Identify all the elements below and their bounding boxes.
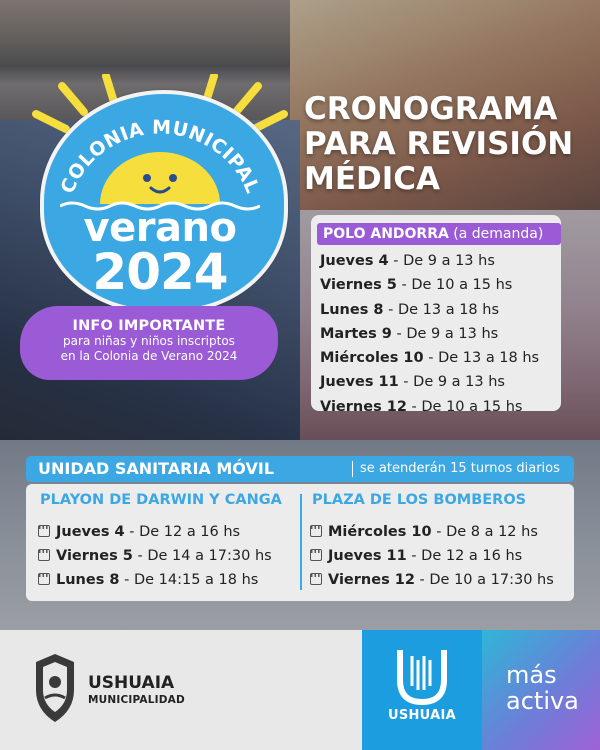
schedule-day: Viernes 12 (320, 398, 407, 415)
calendar-icon (38, 573, 50, 585)
page-title (304, 92, 596, 197)
calendar-icon (310, 573, 322, 585)
schedule-row: Lunes 8 - De 14:15 a 18 hs (38, 568, 272, 592)
title-line-2: PARA REVISIÓN (304, 126, 574, 162)
schedule-row: Viernes 5 - De 10 a 15 hs (320, 277, 513, 294)
municipality-label: MUNICIPALIDAD (88, 694, 185, 706)
ushuaia-brand-panel (362, 630, 482, 750)
footer (0, 630, 600, 750)
logo-year-text: 2024 (92, 243, 228, 301)
schedule-row: Viernes 12 - De 10 a 17:30 hs (310, 568, 554, 592)
calendar-icon (38, 525, 50, 537)
location-schedule (310, 520, 554, 592)
mobile-unit-subtitle: se atenderán 15 turnos diarios (360, 461, 560, 476)
schedule-day: Jueves 4 (320, 253, 389, 269)
schedule-day: Miércoles 10 (320, 350, 424, 367)
schedule-day: Viernes 5 (320, 277, 397, 294)
schedule-day: Viernes 12 (328, 572, 415, 588)
schedule-hours: De 10 a 15 hs (421, 398, 523, 415)
city-name: USHUAIA (88, 673, 175, 693)
schedule-hours: De 14:15 a 18 hs (133, 572, 259, 588)
schedule-hours: De 12 a 16 hs (421, 548, 523, 564)
polo-andorra-card (311, 215, 561, 415)
schedule-hours: De 13 a 18 hs (397, 301, 500, 318)
calendar-icon (38, 549, 50, 561)
mobile-unit-card (26, 484, 574, 601)
schedule-row: Jueves 4 - De 9 a 13 hs (320, 253, 495, 269)
calendar-icon (310, 549, 322, 561)
schedule-hours: De 14 a 17:30 hs (147, 548, 272, 564)
schedule-hours: De 8 a 12 hs (446, 524, 538, 540)
column-divider (300, 494, 302, 590)
schedule-hours: De 10 a 15 hs (411, 277, 513, 294)
schedule-day: Miércoles 10 (328, 524, 432, 540)
schedule-row: Viernes 5 - De 14 a 17:30 hs (38, 544, 272, 568)
schedule-row: Lunes 8 - De 13 a 18 hs (320, 301, 500, 318)
location-title: PLAYON DE DARWIN Y CANGA (40, 492, 282, 508)
slogan (506, 662, 579, 714)
title-line-3: MÉDICA (304, 161, 441, 197)
schedule-hours: De 10 a 17:30 hs (429, 572, 554, 588)
schedule-row: Miércoles 10 - De 13 a 18 hs (320, 350, 540, 367)
title-line-1: CRONOGRAMA (304, 91, 558, 127)
mobile-unit-header (26, 456, 574, 482)
schedule-day: Lunes 8 (56, 572, 120, 588)
schedule-row: Jueves 11 - De 12 a 16 hs (310, 544, 554, 568)
polo-name: POLO ANDORRA (323, 226, 449, 242)
schedule-hours: De 13 a 18 hs (438, 350, 540, 367)
schedule-hours: De 9 a 13 hs (403, 253, 495, 269)
slogan-panel (482, 630, 600, 750)
schedule-row: Martes 9 - De 9 a 13 hs (320, 325, 499, 342)
polo-header (317, 223, 561, 245)
location-title: PLAZA DE LOS BOMBEROS (312, 492, 527, 508)
municipality-logo-panel (0, 630, 362, 750)
schedule-day: Jueves 11 (320, 374, 399, 391)
slogan-line-1: más (506, 661, 557, 689)
schedule-row: Jueves 11 - De 9 a 13 hs (320, 374, 505, 391)
logo-arc-text: COLONIA MUNICIPAL (56, 116, 264, 197)
schedule-row: Viernes 12 - De 10 a 15 hs (320, 398, 523, 415)
schedule-day: Viernes 5 (56, 548, 133, 564)
info-line-2: en la Colonia de Verano 2024 (60, 349, 238, 363)
u-brand-icon (392, 646, 452, 706)
polo-note: (a demanda) (453, 226, 544, 242)
brand-label: USHUAIA (387, 708, 456, 723)
schedule-day: Martes 9 (320, 325, 392, 342)
schedule-day: Jueves 4 (56, 524, 125, 540)
schedule-day: Jueves 11 (328, 548, 407, 564)
polo-schedule (320, 249, 539, 419)
logo-verano-text: verano (83, 205, 237, 251)
mobile-unit-title: UNIDAD SANITARIA MÓVIL (38, 459, 275, 478)
calendar-icon (310, 525, 322, 537)
schedule-day: Lunes 8 (320, 301, 384, 318)
schedule-hours: De 9 a 13 hs (406, 325, 499, 342)
info-line-1: para niñas y niños inscriptos (63, 334, 235, 348)
schedule-row: Jueves 4 - De 12 a 16 hs (38, 520, 272, 544)
schedule-hours: De 12 a 16 hs (139, 524, 241, 540)
schedule-row: Miércoles 10 - De 8 a 12 hs (310, 520, 554, 544)
header-divider (352, 461, 353, 477)
location-schedule (38, 520, 272, 592)
slogan-line-2: activa (506, 687, 579, 715)
shield-icon (30, 652, 80, 724)
schedule-hours: De 9 a 13 hs (413, 374, 505, 391)
info-title: INFO IMPORTANTE (72, 318, 226, 334)
info-bubble (20, 306, 278, 380)
